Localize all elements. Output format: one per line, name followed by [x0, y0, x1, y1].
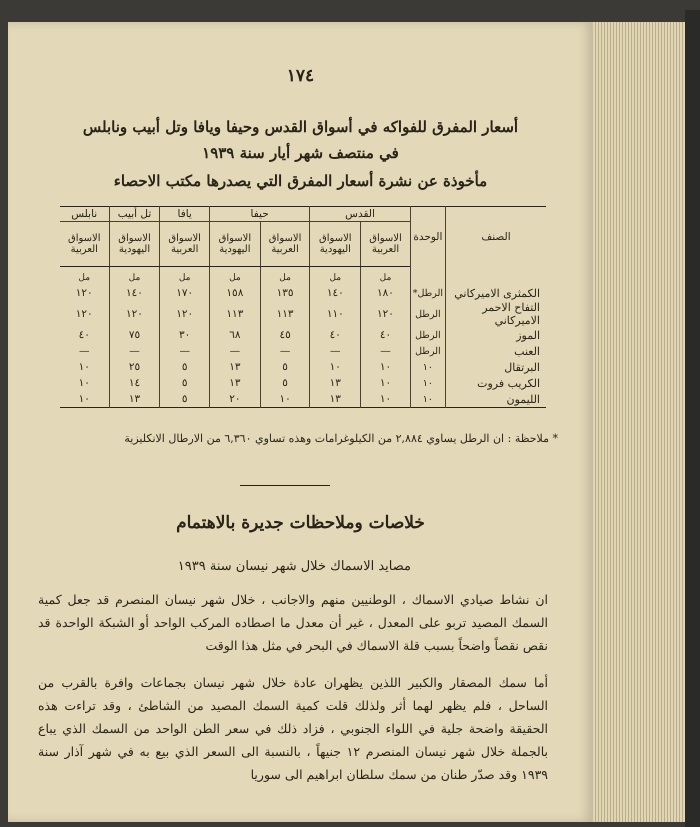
price-cell: — [260, 343, 309, 359]
price-cell: — [209, 343, 260, 359]
header-city-jerusalem: القدس [310, 207, 410, 222]
price-cell: ١٧٠ [160, 285, 209, 301]
price-cell: ٤٥ [260, 327, 309, 343]
item-unit: الرطل [410, 301, 445, 327]
table-row [60, 301, 546, 327]
sub-header: الاسواق اليهودية [209, 222, 260, 267]
price-cell: ١١٣ [209, 301, 260, 327]
header-item: الصنف [446, 207, 547, 267]
table-row [60, 343, 546, 359]
price-cell: ١٠ [78, 377, 90, 389]
price-cell: ١٢٠ [75, 308, 93, 320]
book-page [8, 22, 593, 822]
price-cell: ١٤٠ [310, 285, 361, 301]
unit-marker: مل [361, 267, 410, 286]
sub-header: الاسواق اليهودية [109, 222, 160, 267]
price-cell: ٥ [260, 375, 309, 391]
price-cell: ٦٨ [209, 327, 260, 343]
unit-marker: مل [109, 267, 160, 286]
sub-header: الاسواق العربية [361, 222, 410, 267]
price-cell: ٥ [260, 359, 309, 375]
sub-header: الاسواق اليهودية [310, 222, 361, 267]
price-cell: ١٠ [361, 391, 410, 408]
table-row [60, 375, 546, 391]
price-cell: ١٢٠ [109, 301, 160, 327]
page-number: ١٧٤ [286, 66, 315, 86]
price-cell: ٥ [160, 359, 209, 375]
price-cell: ١٠ [310, 359, 361, 375]
header-unit: الوحدة [410, 207, 445, 267]
price-cell: ١٠ [260, 391, 309, 408]
price-table [60, 206, 546, 408]
price-cell: ٤٠ [310, 327, 361, 343]
units-row [60, 267, 546, 286]
unit-marker: مل [160, 267, 209, 286]
table-source: مأخوذة عن نشرة أسعار المفرق التي يصدرها مكتب الاحصاء [113, 172, 488, 190]
price-cell: ١٣ [310, 391, 361, 408]
price-cell: ١١٠ [310, 301, 361, 327]
unit-marker: مل [260, 267, 309, 286]
item-unit: الرطل* [410, 285, 445, 301]
price-cell: ٤٠ [361, 327, 410, 343]
header-city-jaffa: يافا [160, 207, 209, 222]
item-name: الكمثرى الاميركاني [446, 285, 547, 301]
sub-header: الاسواق العربية [260, 222, 309, 267]
item-unit: الرطل [410, 327, 445, 343]
price-cell: ١١٣ [260, 301, 309, 327]
table-body [60, 267, 546, 408]
table-note: * ملاحظة : ان الرطل يساوي ٢,٨٨٤ من الكيلوغرامات وهذه تساوي ٦,٣٦٠ من الارطال الانكليزية [124, 432, 558, 445]
item-name: الكريب فروت [446, 375, 547, 391]
price-cell: ١٨٠ [361, 285, 410, 301]
section-heading: خلاصات وملاحظات جديرة بالاهتمام [176, 513, 425, 533]
price-cell: ١٢٠ [361, 301, 410, 327]
header-city-telaviv: تل أبيب [109, 207, 160, 222]
item-unit: ١٠ [410, 359, 445, 375]
price-cell: ١٠ [78, 393, 90, 405]
paragraph: ان نشاط صيادي الاسماك ، الوطنيين منهم والاجانب ، خلال شهر نيسان المنصرم قد جعل كمية السمك المصيد تربو على المعدل ، غير أن معدل ما اصطاده المركب الواحد أو الشبكة الواحدة قد نقص نقصاً واضحاً بسبب قلة الاسماك في البحر في مثل هذا الوقت [38, 592, 548, 653]
table-title: أسعار المفرق للفواكه في أسواق القدس وحيفا ويافا وتل أبيب ونابلس [82, 118, 519, 136]
price-cell: — [361, 343, 410, 359]
price-cell: ١٣ [109, 391, 160, 408]
price-cell: ١٤ [109, 375, 160, 391]
item-unit: ١٠ [410, 391, 445, 408]
price-cell: ١٠ [78, 361, 90, 373]
price-cell: ٤٠ [78, 329, 90, 341]
price-cell: ١٢٠ [160, 301, 209, 327]
price-cell: ٧٥ [109, 327, 160, 343]
price-cell: ٢٥ [109, 359, 160, 375]
price-cell: — [79, 345, 90, 357]
price-cell: ١٥٨ [209, 285, 260, 301]
table-row [60, 391, 546, 408]
price-cell: ١٢٠ [75, 287, 93, 299]
book-cover-edge [685, 10, 700, 827]
paragraph: أما سمك المصقار والكبير اللذين يظهران عادة خلال شهر نيسان بجماعات وافرة بالقرب من الساحل ، فلم يظهر لهما أثر ولذلك قلت كمية السمك المصيد من الشاطئ ، وقد تراءت هذه الحقيقة واضحة جلية في اللواء الجنوبي ، فزاد ذلك في سعر الطن الواحد من السمك الذي يباع بالجملة خلال شهر نيسان المنصرم ١٢ جنيهاً ، بالنسبة الى السعر الذي بيع به في شهر آذار سنة ١٩٣٩ وقد صدّر طنان من سمك سلطان ابراهيم الى سوريا [38, 675, 548, 782]
table-row [60, 327, 546, 343]
price-cell: ٥ [160, 375, 209, 391]
page-edges [593, 22, 685, 822]
price-cell: ٣٠ [160, 327, 209, 343]
price-cell: ١٣ [310, 375, 361, 391]
table-row [60, 359, 546, 375]
section-subheading: مصايد الاسماك خلال شهر نيسان سنة ١٩٣٩ [177, 559, 411, 574]
price-cell: ١٠ [361, 375, 410, 391]
price-cell: — [310, 343, 361, 359]
item-name: البرتقال [446, 359, 547, 375]
price-cell: ١٠ [361, 359, 410, 375]
price-cell: ١٣ [209, 375, 260, 391]
item-unit: الرطل [410, 343, 445, 359]
item-name: الليمون [446, 391, 547, 408]
price-cell: ١٣٥ [260, 285, 309, 301]
price-cell: ٥ [160, 391, 209, 408]
table-subtitle: في منتصف شهر أيار سنة ١٩٣٩ [202, 144, 399, 162]
unit-marker: مل [209, 267, 260, 286]
sub-header: الاسواق العربية [60, 222, 109, 267]
divider [240, 485, 330, 486]
price-cell: — [109, 343, 160, 359]
sub-header: الاسواق العربية [160, 222, 209, 267]
price-cell: ١٤٠ [109, 285, 160, 301]
unit-marker: مل [78, 273, 91, 283]
price-cell: — [160, 343, 209, 359]
header-city-haifa: حيفا [209, 207, 309, 222]
unit-marker: مل [310, 267, 361, 286]
background-strip [0, 0, 700, 22]
table-row [60, 285, 546, 301]
item-name: التفاح الاحمر الاميركاني [446, 301, 547, 327]
header-city-nablus: نابلس [71, 208, 98, 220]
item-unit: ١٠ [410, 375, 445, 391]
item-name: العنب [446, 343, 547, 359]
price-cell: ٢٠ [209, 391, 260, 408]
item-name: الموز [446, 327, 547, 343]
price-cell: ١٣ [209, 359, 260, 375]
